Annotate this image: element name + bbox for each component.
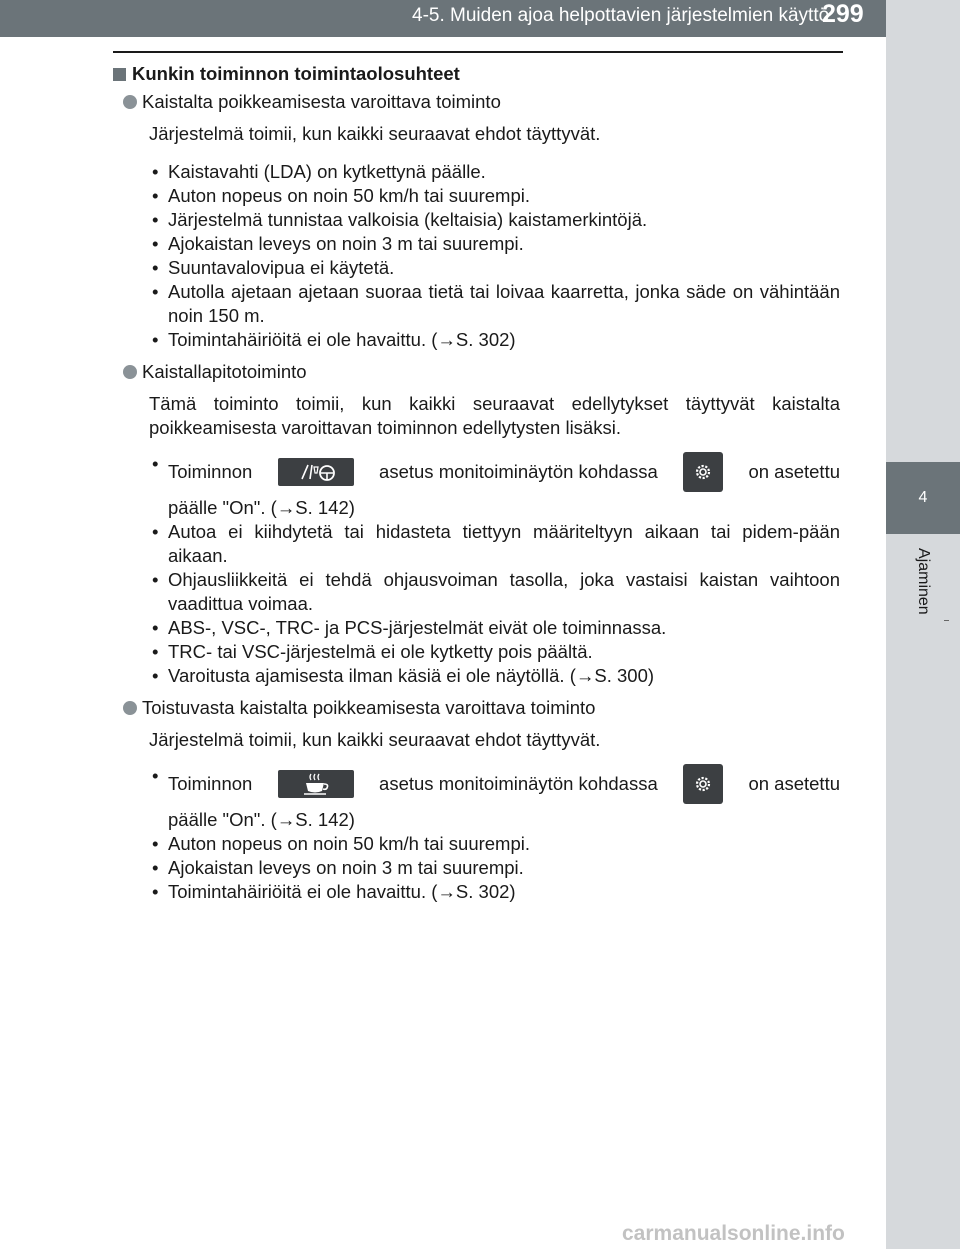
list-item: • Auton nopeus on noin 50 km/h tai suurempi. bbox=[149, 184, 840, 208]
item-text: asetus monitoiminäytön kohdassa bbox=[379, 461, 658, 482]
condition-list bbox=[149, 764, 840, 904]
circle-bullet-icon bbox=[123, 95, 137, 109]
item-text: asetus monitoiminäytön kohdassa bbox=[379, 773, 658, 794]
list-item: • Auton nopeus on noin 50 km/h tai suurempi. bbox=[149, 832, 840, 856]
subsection-heading bbox=[123, 696, 840, 720]
subsection-heading bbox=[123, 90, 840, 114]
list-item: • Suuntavalovipua ei käytetä. bbox=[149, 256, 840, 280]
watermark-link[interactable]: carmanualsonline.info bbox=[622, 1222, 845, 1245]
list-item-with-icons bbox=[149, 452, 840, 520]
chapter-sidebar bbox=[886, 0, 960, 1249]
header-bar bbox=[0, 0, 960, 37]
subsection-heading bbox=[123, 360, 840, 384]
coffee-cup-icon bbox=[278, 770, 354, 798]
item-text: on asetettu bbox=[748, 461, 840, 482]
list-item: • Varoitusta ajamisesta ilman käsiä ei ole näytöllä. (→S. 300) bbox=[149, 664, 840, 688]
section-heading bbox=[113, 62, 840, 86]
steering-assist-icon bbox=[278, 458, 354, 486]
intro-text: Tämä toiminto toimii, kun kaikki seuraavat edellytykset täyttyvät kaistalta poikkeamisesta varoittavan toiminnon edellytysten lisäksi. bbox=[149, 393, 840, 438]
square-bullet-icon bbox=[113, 68, 126, 81]
header-divider bbox=[113, 51, 843, 53]
list-item: • Autoa ei kiihdytetä tai hidasteta tiettyyn määriteltyyn aikaan tai pidem-pään aikaan. bbox=[149, 520, 840, 568]
circle-bullet-icon bbox=[123, 365, 137, 379]
list-item: • Järjestelmä tunnistaa valkoisia (keltaisia) kaistamerkintöjä. bbox=[149, 208, 840, 232]
list-item: • Toimintahäiriöitä ei ole havaittu. (→S. 302) bbox=[149, 880, 840, 904]
list-item-with-icons bbox=[149, 764, 840, 832]
item-text: • Toiminnon bbox=[168, 773, 253, 794]
intro-text: Järjestelmä toimii, kun kaikki seuraavat ehdot täyttyvät. bbox=[149, 729, 601, 750]
list-item: • Kaistavahti (LDA) on kytkettynä päälle. bbox=[149, 160, 840, 184]
item-text: on asetettu bbox=[748, 773, 840, 794]
circle-bullet-icon bbox=[123, 701, 137, 715]
list-item: • Ajokaistan leveys on noin 3 m tai suurempi. bbox=[149, 232, 840, 256]
list-item: • Autolla ajetaan ajetaan suoraa tietä tai loivaa kaarretta, jonka säde on vähintään noin 150 m. bbox=[149, 280, 840, 328]
list-item: • TRC- tai VSC-järjestelmä ei ole kytketty pois päältä. bbox=[149, 640, 840, 664]
item-continuation: päälle "On". (→S. 142) bbox=[168, 809, 355, 830]
subsection-title: Toistuvasta kaistalta poikkeamisesta varoittava toiminto bbox=[142, 697, 596, 718]
condition-list bbox=[149, 452, 840, 688]
gear-icon bbox=[683, 452, 723, 492]
gear-icon bbox=[683, 764, 723, 804]
sidebar-tick bbox=[944, 620, 949, 621]
subsection-title: Kaistalta poikkeamisesta varoittava toiminto bbox=[142, 91, 501, 112]
page-number: 299 bbox=[822, 0, 864, 28]
subsection-title: Kaistallapitotoiminto bbox=[142, 361, 307, 382]
condition-list bbox=[149, 160, 840, 352]
item-continuation: päälle "On". (→S. 142) bbox=[168, 497, 355, 518]
list-item: • Ohjausliikkeitä ei tehdä ohjausvoiman tasolla, joka vastaisi kaistan vaihtoon vaadittua voimaa. bbox=[149, 568, 840, 616]
list-item: • ABS-, VSC-, TRC- ja PCS-järjestelmät eivät ole toiminnassa. bbox=[149, 616, 840, 640]
list-item: • Ajokaistan leveys on noin 3 m tai suurempi. bbox=[149, 856, 840, 880]
chapter-tab[interactable]: 4 bbox=[886, 462, 960, 534]
item-text: • Toiminnon bbox=[168, 461, 253, 482]
intro-text: Järjestelmä toimii, kun kaikki seuraavat ehdot täyttyvät. bbox=[149, 123, 601, 144]
list-item: • Toimintahäiriöitä ei ole havaittu. (→S. 302) bbox=[149, 328, 840, 352]
chapter-label: Ajaminen bbox=[915, 548, 932, 615]
section-title: Kunkin toiminnon toimintaolosuhteet bbox=[132, 63, 460, 84]
chapter-title: 4-5. Muiden ajoa helpottavien järjestelmien käyttö bbox=[412, 5, 830, 26]
main-content bbox=[113, 62, 840, 912]
